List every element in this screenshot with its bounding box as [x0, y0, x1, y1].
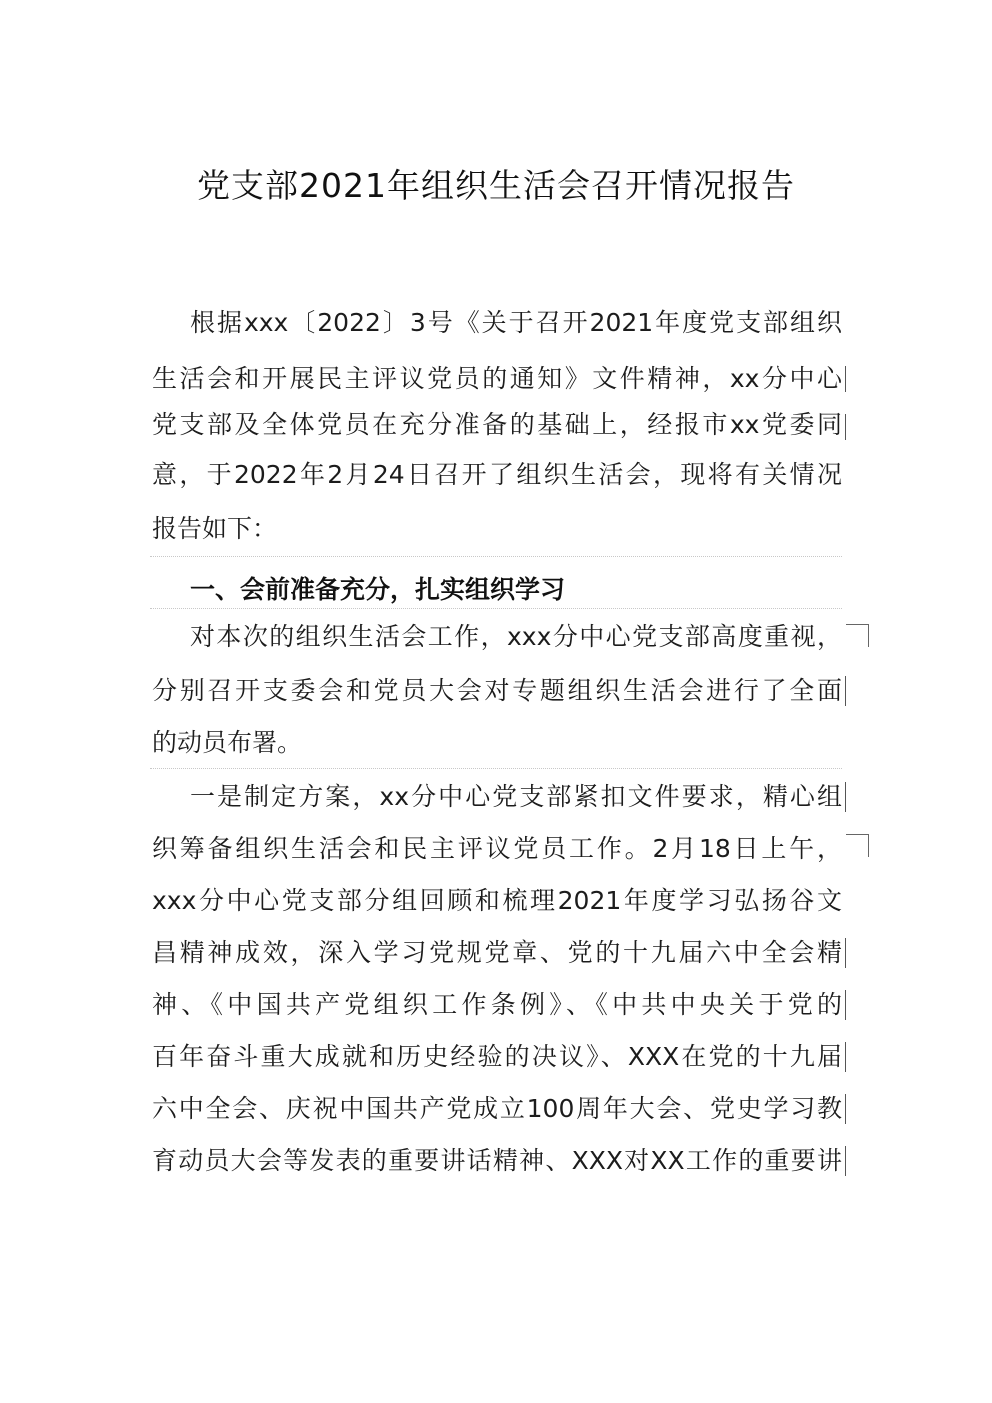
revision-mark	[845, 938, 846, 968]
revision-mark	[845, 990, 846, 1020]
paragraph-line: 育动员大会等发表的重要讲话精神、XXX对XX工作的重要讲	[152, 1146, 842, 1175]
revision-mark	[845, 1146, 846, 1176]
paragraph-line: xxx分中心党支部分组回顾和梳理2021年度学习弘扬谷文	[152, 886, 842, 915]
paragraph-line: 神、《中国共产党组织工作条例》、《中共中央关于党的	[152, 990, 842, 1019]
paragraph-line: 一是制定方案，xx分中心党支部紧扣文件要求，精心组	[190, 782, 842, 811]
paragraph-divider	[150, 608, 842, 609]
revision-corner-mark	[846, 624, 869, 647]
paragraph-line: 党支部及全体党员在充分准备的基础上，经报市xx党委同	[152, 410, 842, 439]
paragraph-line: 报告如下：	[152, 514, 278, 543]
paragraph-line: 的动员布署。	[152, 728, 303, 757]
paragraph-line: 百年奋斗重大成就和历史经验的决议》、XXX在党的十九届	[152, 1042, 842, 1071]
section-heading: 一、会前准备充分，扎实组织学习	[190, 575, 566, 604]
revision-mark	[845, 366, 846, 392]
paragraph-line: 六中全会、庆祝中国共产党成立100周年大会、党史学习教	[152, 1094, 842, 1123]
paragraph-line: 对本次的组织生活会工作，xxx分中心党支部高度重视，	[190, 622, 842, 651]
paragraph-line: 生活会和开展民主评议党员的通知》文件精神，xx分中心	[152, 364, 842, 393]
paragraph-divider	[150, 556, 842, 557]
paragraph-divider	[150, 768, 842, 769]
paragraph-line: 意，于2022年2月24日召开了组织生活会，现将有关情况	[152, 460, 842, 489]
revision-mark	[845, 1042, 846, 1072]
paragraph-line: 分别召开支委会和党员大会对专题组织生活会进行了全面	[152, 676, 842, 705]
document-title: 党支部2021年组织生活会召开情况报告	[197, 166, 795, 205]
revision-mark	[845, 676, 846, 706]
revision-mark	[845, 1094, 846, 1124]
paragraph-line: 织筹备组织生活会和民主评议党员工作。2月18日上午，	[152, 834, 842, 863]
revision-mark	[845, 782, 846, 812]
revision-mark	[845, 414, 846, 440]
paragraph-line: 根据xxx〔2022〕3号《关于召开2021年度党支部组织	[190, 308, 842, 337]
revision-corner-mark	[846, 834, 869, 857]
paragraph-line: 昌精神成效，深入学习党规党章、党的十九届六中全会精	[152, 938, 842, 967]
